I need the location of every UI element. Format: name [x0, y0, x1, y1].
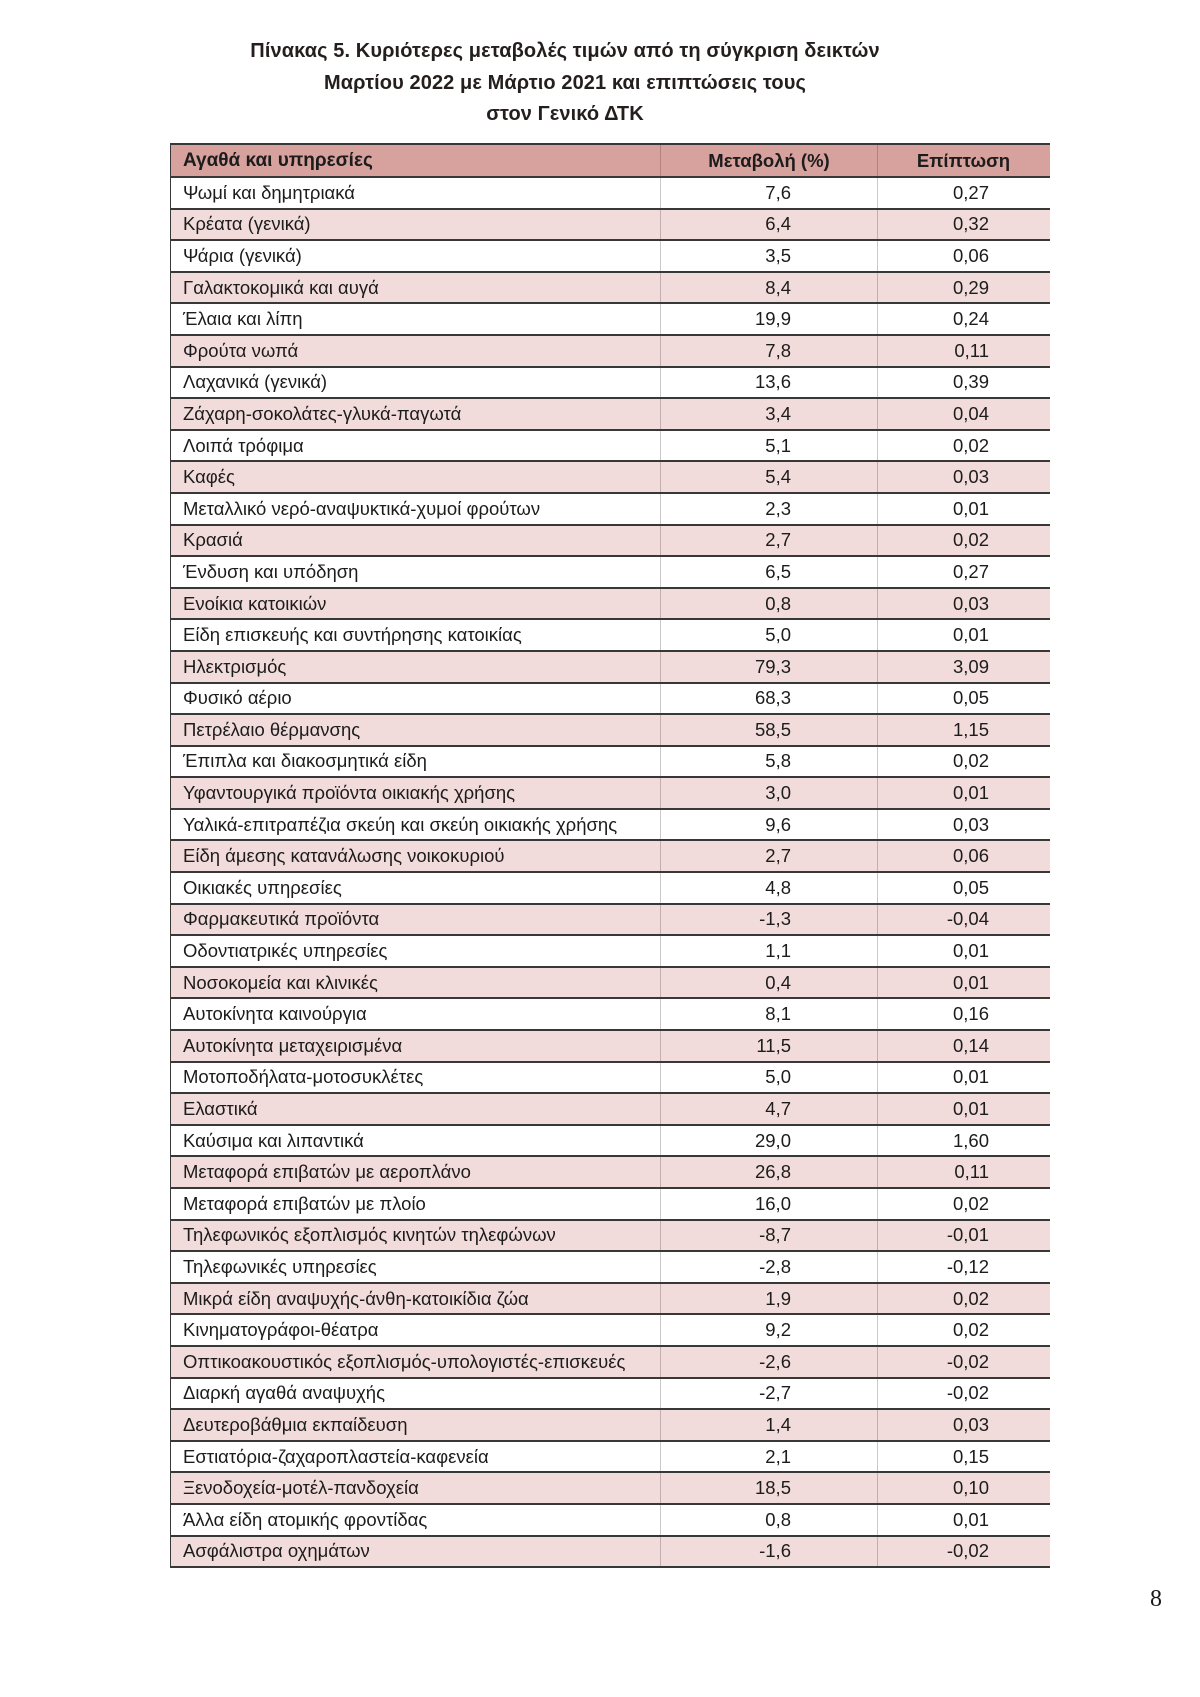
change-cell: 29,0: [660, 1126, 877, 1156]
table-row: [171, 1252, 1050, 1284]
goods-cell: Δευτεροβάθμια εκπαίδευση: [183, 1413, 408, 1435]
change-cell: 8,4: [660, 273, 877, 303]
table-row: [171, 557, 1050, 589]
goods-cell: Μεταλλικό νερό-αναψυκτικά-χυμοί φρούτων: [183, 497, 541, 519]
change-cell: -8,7: [660, 1221, 877, 1251]
goods-cell: Νοσοκομεία και κλινικές: [183, 971, 378, 993]
header-change-percent: Μεταβολή (%): [660, 145, 877, 176]
table-row: [171, 1379, 1050, 1411]
impact-cell: 0,01: [877, 778, 1049, 808]
table-row: [171, 968, 1050, 1000]
goods-cell: Λοιπά τρόφιμα: [183, 434, 304, 456]
change-cell: 1,4: [660, 1410, 877, 1440]
title-line-3: στον Γενικό ΔΤΚ: [486, 103, 644, 125]
impact-cell: 0,27: [877, 557, 1049, 587]
change-cell: 79,3: [660, 652, 877, 682]
change-cell: 16,0: [660, 1189, 877, 1219]
table-row: [171, 1347, 1050, 1379]
table-row: [171, 210, 1050, 242]
change-cell: 68,3: [660, 684, 877, 714]
table-row: [171, 652, 1050, 684]
header-goods-services: Αγαθά και υπηρεσίες: [183, 149, 373, 171]
goods-cell: Ελαστικά: [183, 1098, 258, 1120]
header-impact: Επίπτωση: [877, 145, 1049, 176]
change-cell: 2,7: [660, 526, 877, 556]
goods-cell: Ασφάλιστρα οχημάτων: [183, 1540, 370, 1562]
change-cell: -2,8: [660, 1252, 877, 1282]
table-row: [171, 1442, 1050, 1474]
goods-cell: Υφαντουργικά προϊόντα οικιακής χρήσης: [183, 782, 516, 804]
impact-cell: 0,01: [877, 620, 1049, 650]
goods-cell: Μικρά είδη αναψυχής-άνθη-κατοικίδια ζώα: [183, 1287, 529, 1309]
impact-cell: 1,15: [877, 715, 1049, 745]
table-row: [171, 431, 1050, 463]
goods-cell: Μεταφορά επιβατών με πλοίο: [183, 1192, 426, 1214]
impact-cell: -0,04: [877, 905, 1049, 935]
table-row: [171, 841, 1050, 873]
change-cell: -1,3: [660, 905, 877, 935]
goods-cell: Τηλεφωνικές υπηρεσίες: [183, 1255, 377, 1277]
goods-cell: Εστιατόρια-ζαχαροπλαστεία-καφενεία: [183, 1445, 489, 1467]
impact-cell: -0,02: [877, 1379, 1049, 1409]
goods-cell: Είδη άμεσης κατανάλωσης νοικοκυριού: [183, 845, 505, 867]
impact-cell: 0,16: [877, 999, 1049, 1029]
goods-cell: Άλλα είδη ατομικής φροντίδας: [183, 1508, 428, 1530]
impact-cell: 0,29: [877, 273, 1049, 303]
impact-cell: 0,03: [877, 1410, 1049, 1440]
change-cell: 58,5: [660, 715, 877, 745]
impact-cell: 0,14: [877, 1031, 1049, 1061]
page-number: 8: [1150, 1586, 1162, 1612]
table-row: [171, 304, 1050, 336]
impact-cell: 0,03: [877, 589, 1049, 619]
goods-cell: Ψωμί και δημητριακά: [183, 181, 355, 203]
impact-cell: 0,32: [877, 210, 1049, 240]
goods-cell: Ηλεκτρισμός: [183, 655, 287, 677]
table-row: [171, 273, 1050, 305]
impact-cell: 0,04: [877, 399, 1049, 429]
table-row: [171, 1505, 1050, 1537]
goods-cell: Γαλακτοκομικά και αυγά: [183, 276, 379, 298]
goods-cell: Κρέατα (γενικά): [183, 213, 311, 235]
table-row: [171, 1189, 1050, 1221]
change-cell: 2,7: [660, 841, 877, 871]
table-row: [171, 526, 1050, 558]
change-cell: 18,5: [660, 1473, 877, 1503]
table-row: [171, 1157, 1050, 1189]
change-cell: -1,6: [660, 1537, 877, 1567]
table-row: [171, 810, 1050, 842]
change-cell: 6,4: [660, 210, 877, 240]
impact-cell: -0,01: [877, 1221, 1049, 1251]
goods-cell: Τηλεφωνικός εξοπλισμός κινητών τηλεφώνων: [183, 1224, 556, 1246]
impact-cell: -0,12: [877, 1252, 1049, 1282]
table-row: [171, 1221, 1050, 1253]
goods-cell: Ζάχαρη-σοκολάτες-γλυκά-παγωτά: [183, 402, 462, 424]
change-cell: 5,8: [660, 747, 877, 777]
change-cell: 0,8: [660, 589, 877, 619]
impact-cell: 0,02: [877, 1284, 1049, 1314]
table-row: [171, 778, 1050, 810]
impact-cell: 0,06: [877, 841, 1049, 871]
table-row: [171, 368, 1050, 400]
impact-cell: 0,05: [877, 873, 1049, 903]
title-line-2: Μαρτίου 2022 με Μάρτιο 2021 και επιπτώσεις τους: [324, 71, 806, 94]
impact-cell: 0,11: [877, 1157, 1049, 1187]
table-row: [171, 1284, 1050, 1316]
table-row: [171, 873, 1050, 905]
goods-cell: Υαλικά-επιτραπέζια σκεύη και σκεύη οικιακής χρήσης: [183, 813, 618, 835]
table-row: [171, 1063, 1050, 1095]
impact-cell: 0,15: [877, 1442, 1049, 1472]
goods-cell: Αυτοκίνητα καινούργια: [183, 1003, 367, 1025]
goods-cell: Ξενοδοχεία-μοτέλ-πανδοχεία: [183, 1477, 419, 1499]
change-cell: 6,5: [660, 557, 877, 587]
goods-cell: Καφές: [183, 466, 235, 488]
change-cell: -2,7: [660, 1379, 877, 1409]
change-cell: 7,8: [660, 336, 877, 366]
change-cell: 9,6: [660, 810, 877, 840]
impact-cell: 0,02: [877, 1189, 1049, 1219]
table-row: [171, 336, 1050, 368]
impact-cell: 0,06: [877, 241, 1049, 271]
table-row: [171, 1094, 1050, 1126]
title-line-1: Πίνακας 5. Κυριότερες μεταβολές τιμών από τη σύγκριση δεικτών: [250, 40, 880, 62]
goods-cell: Οπτικοακουστικός εξοπλισμός-υπολογιστές-επισκευές: [183, 1350, 626, 1372]
impact-cell: 0,01: [877, 1505, 1049, 1535]
impact-cell: 0,39: [877, 368, 1049, 398]
change-cell: 11,5: [660, 1031, 877, 1061]
impact-cell: 0,02: [877, 526, 1049, 556]
goods-cell: Πετρέλαιο θέρμανσης: [183, 718, 361, 740]
change-cell: 7,6: [660, 178, 877, 208]
change-cell: 5,0: [660, 620, 877, 650]
change-cell: 0,4: [660, 968, 877, 998]
change-cell: 8,1: [660, 999, 877, 1029]
goods-cell: Κινηματογράφοι-θέατρα: [183, 1319, 379, 1341]
impact-cell: 0,02: [877, 431, 1049, 461]
goods-cell: Φυσικό αέριο: [183, 687, 292, 709]
change-cell: 9,2: [660, 1315, 877, 1345]
goods-cell: Μοτοποδήλατα-μοτοσυκλέτες: [183, 1066, 424, 1088]
goods-cell: Μεταφορά επιβατών με αεροπλάνο: [183, 1161, 471, 1183]
table-row: [171, 494, 1050, 526]
change-cell: 26,8: [660, 1157, 877, 1187]
goods-cell: Οικιακές υπηρεσίες: [183, 876, 342, 898]
table-row: [171, 241, 1050, 273]
goods-cell: Ψάρια (γενικά): [183, 244, 302, 266]
impact-cell: 0,05: [877, 684, 1049, 714]
table-row: [171, 747, 1050, 779]
goods-cell: Διαρκή αγαθά αναψυχής: [183, 1382, 385, 1404]
table-row: [171, 1126, 1050, 1158]
impact-cell: 0,01: [877, 1063, 1049, 1093]
goods-cell: Κρασιά: [183, 529, 243, 551]
impact-cell: 0,11: [877, 336, 1049, 366]
goods-cell: Λαχανικά (γενικά): [183, 371, 328, 393]
change-cell: 4,8: [660, 873, 877, 903]
change-cell: 0,8: [660, 1505, 877, 1535]
change-cell: -2,6: [660, 1347, 877, 1377]
impact-cell: 1,60: [877, 1126, 1049, 1156]
table-row: [171, 1410, 1050, 1442]
goods-cell: Φαρμακευτικά προϊόντα: [183, 908, 380, 930]
table-row: [171, 462, 1050, 494]
impact-cell: 0,01: [877, 494, 1049, 524]
impact-cell: 0,02: [877, 747, 1049, 777]
impact-cell: -0,02: [877, 1537, 1049, 1567]
change-cell: 3,5: [660, 241, 877, 271]
price-changes-table: [170, 143, 1050, 1568]
table-row: [171, 1473, 1050, 1505]
table-row: [171, 905, 1050, 937]
table-header-row: [171, 145, 1050, 178]
table-row: [171, 999, 1050, 1031]
goods-cell: Έπιπλα και διακοσμητικά είδη: [183, 750, 427, 772]
impact-cell: 0,01: [877, 936, 1049, 966]
change-cell: 5,1: [660, 431, 877, 461]
table-row: [171, 399, 1050, 431]
impact-cell: 0,24: [877, 304, 1049, 334]
change-cell: 3,0: [660, 778, 877, 808]
goods-cell: Είδη επισκευής και συντήρησης κατοικίας: [183, 624, 522, 646]
change-cell: 1,1: [660, 936, 877, 966]
change-cell: 2,1: [660, 1442, 877, 1472]
change-cell: 13,6: [660, 368, 877, 398]
table-row: [171, 589, 1050, 621]
table-row: [171, 1315, 1050, 1347]
impact-cell: 0,01: [877, 1094, 1049, 1124]
impact-cell: 0,03: [877, 462, 1049, 492]
impact-cell: 0,10: [877, 1473, 1049, 1503]
change-cell: 5,4: [660, 462, 877, 492]
goods-cell: Έλαια και λίπη: [183, 308, 303, 330]
impact-cell: 3,09: [877, 652, 1049, 682]
change-cell: 2,3: [660, 494, 877, 524]
table-row: [171, 178, 1050, 210]
table-row: [171, 715, 1050, 747]
table-row: [171, 1537, 1050, 1569]
goods-cell: Οδοντιατρικές υπηρεσίες: [183, 940, 388, 962]
table-body: [171, 178, 1050, 1568]
table-row: [171, 620, 1050, 652]
change-cell: 3,4: [660, 399, 877, 429]
table-row: [171, 936, 1050, 968]
table-row: [171, 1031, 1050, 1063]
change-cell: 1,9: [660, 1284, 877, 1314]
impact-cell: 0,27: [877, 178, 1049, 208]
change-cell: 5,0: [660, 1063, 877, 1093]
impact-cell: -0,02: [877, 1347, 1049, 1377]
impact-cell: 0,01: [877, 968, 1049, 998]
change-cell: 4,7: [660, 1094, 877, 1124]
goods-cell: Ένδυση και υπόδηση: [183, 560, 359, 582]
table-row: [171, 684, 1050, 716]
table-title: [130, 36, 1000, 131]
goods-cell: Φρούτα νωπά: [183, 339, 299, 361]
goods-cell: Καύσιμα και λιπαντικά: [183, 1129, 364, 1151]
impact-cell: 0,03: [877, 810, 1049, 840]
goods-cell: Ενοίκια κατοικιών: [183, 592, 327, 614]
goods-cell: Αυτοκίνητα μεταχειρισμένα: [183, 1034, 403, 1056]
change-cell: 19,9: [660, 304, 877, 334]
impact-cell: 0,02: [877, 1315, 1049, 1345]
